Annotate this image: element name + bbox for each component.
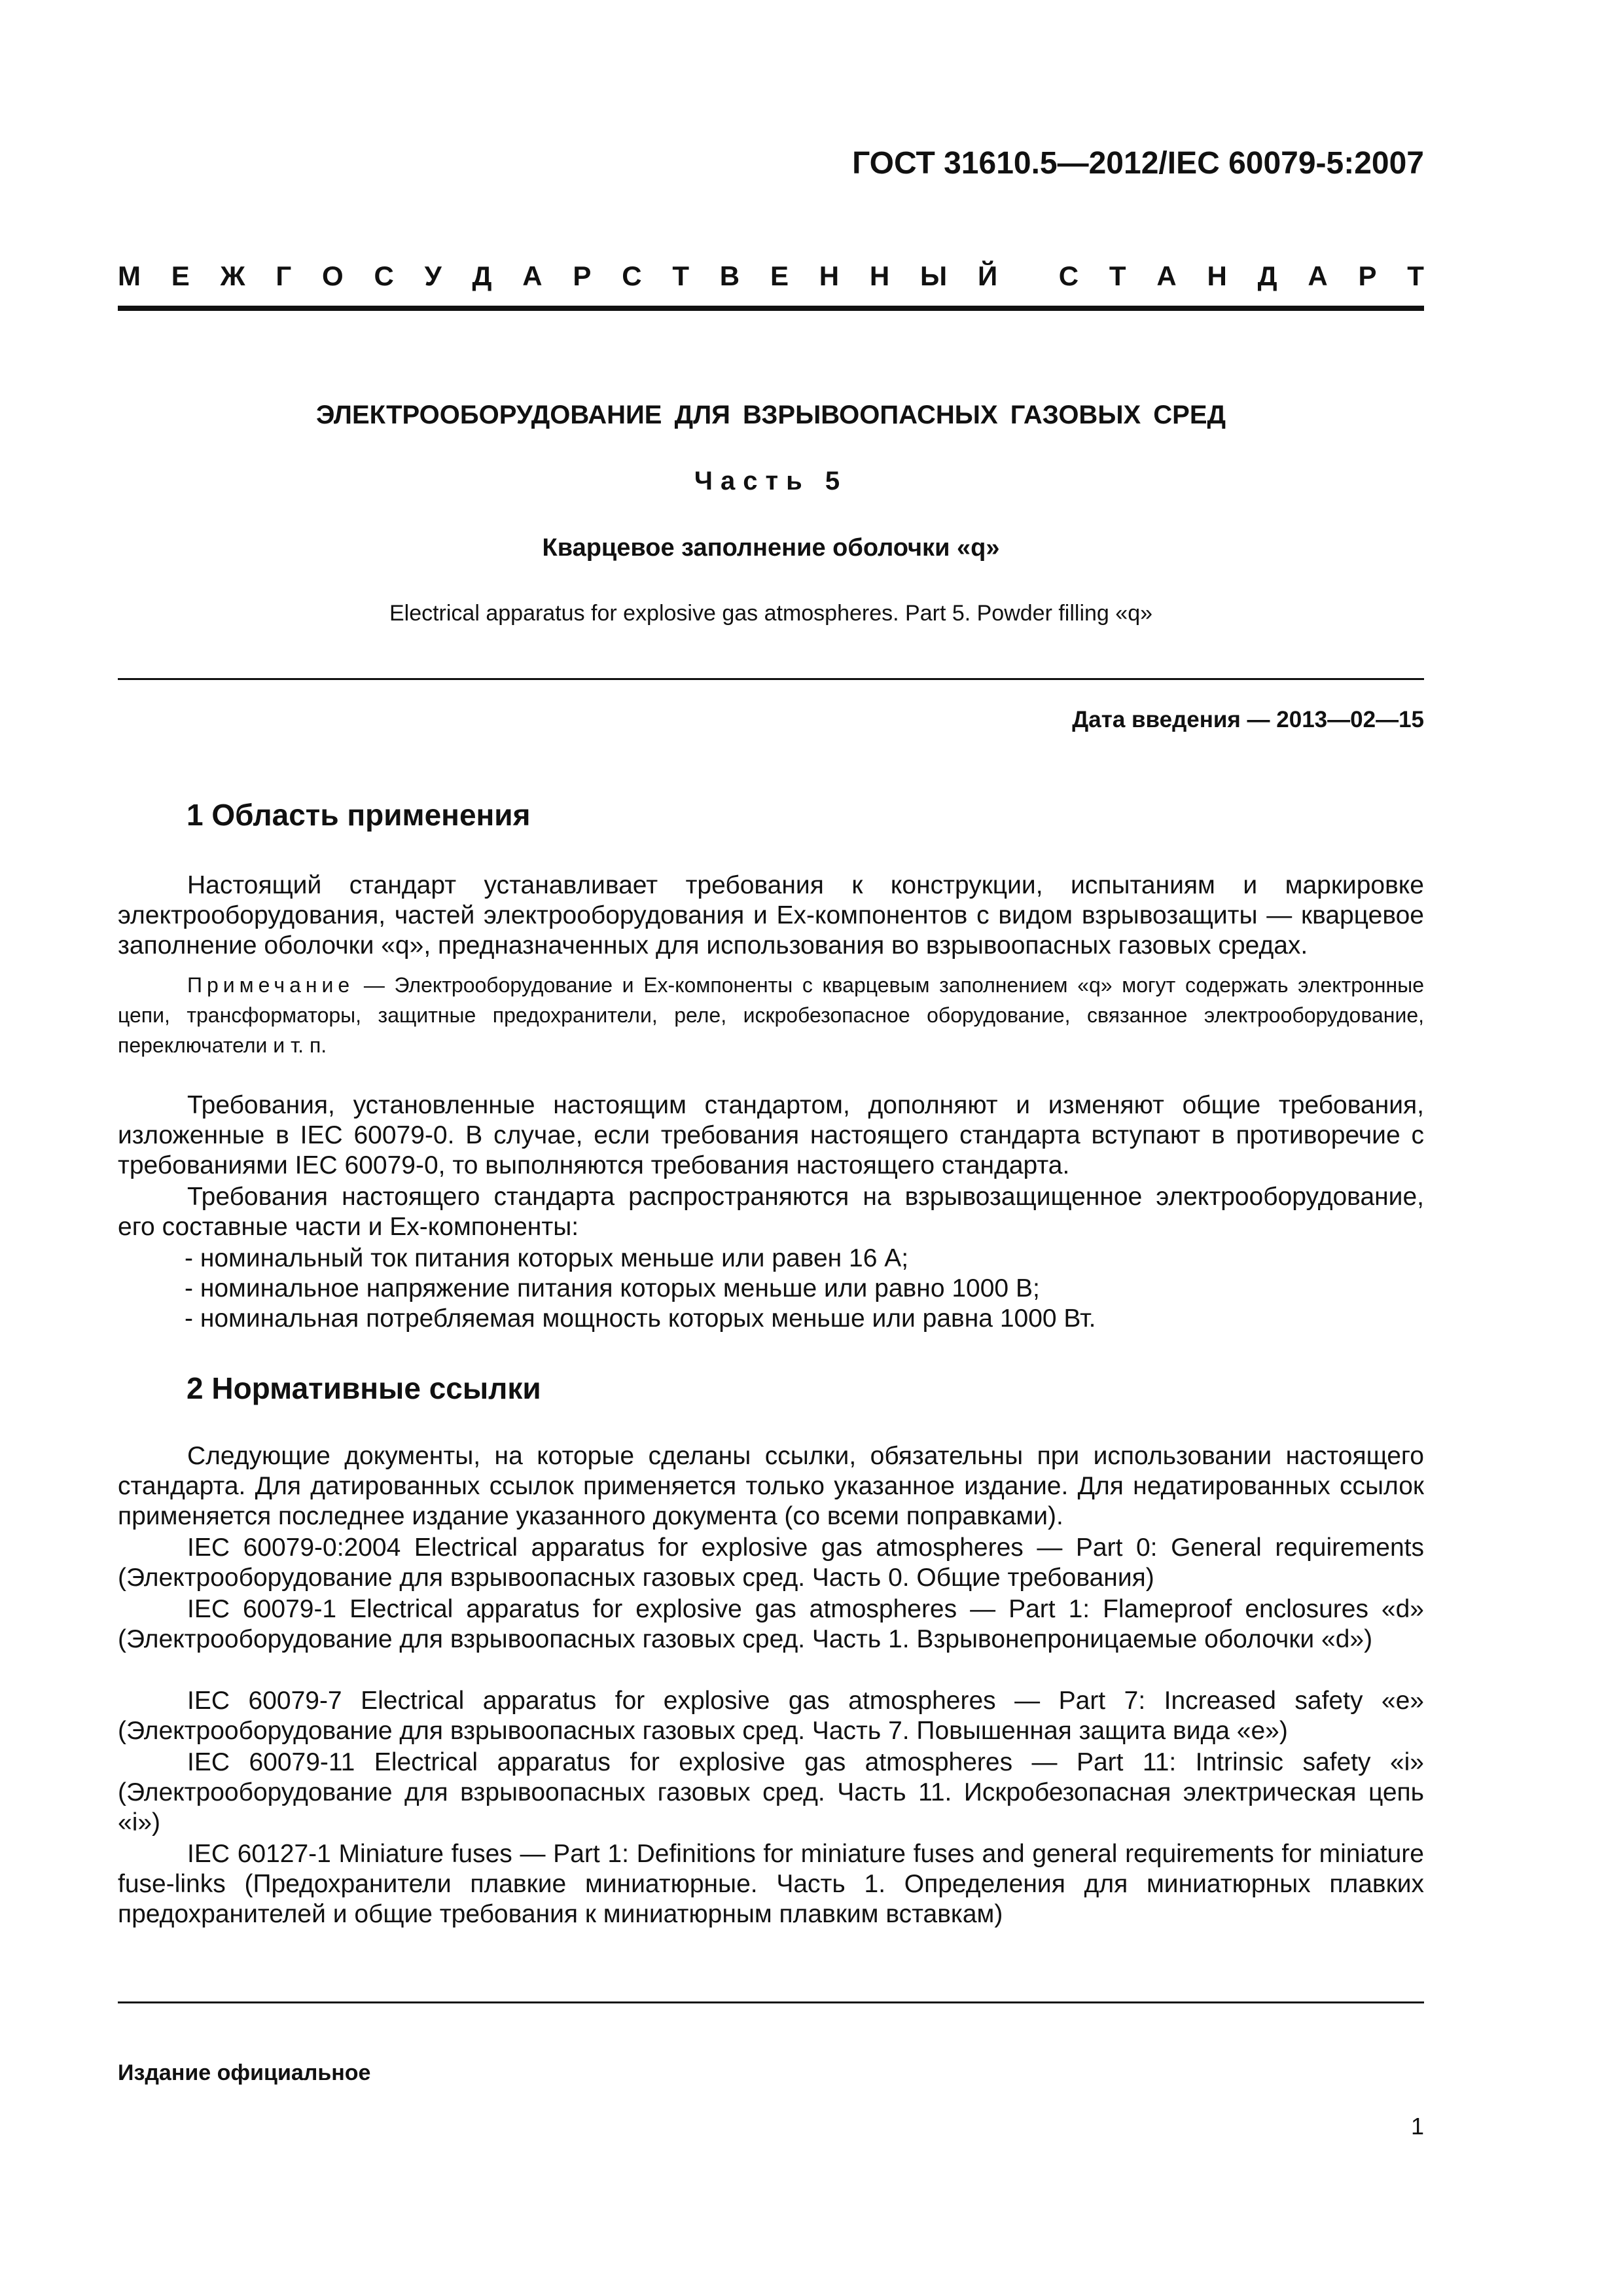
header-rule <box>118 306 1424 311</box>
letter: Р <box>573 260 592 291</box>
section-1-paragraph: Требования, установленные настоящим стандартом, дополняют и изменяют общие требования, изложенные в IEC 60079-0. В случае, если требования настоящего стандарта вступают в противоречие с требованиями IEC 60079-0, то выполняются требования настоящего стандарта. <box>118 1091 1424 1179</box>
letter: С <box>622 260 642 291</box>
reference-item: IEC 60079-0:2004 Electrical apparatus for explosive gas atmospheres — Part 0: General requirements (Электрооборудование для взрывоопасных газовых сред. Часть 0. Общие требования) <box>118 1534 1424 1592</box>
english-title: Electrical apparatus for explosive gas atmospheres. Part 5. Powder filling «q» <box>389 601 1153 626</box>
document-title: ЭЛЕКТРООБОРУДОВАНИЕ ДЛЯ ВЗРЫВООПАСНЫХ ГАЗОВЫХ СРЕД <box>315 401 1226 429</box>
letter: Н <box>869 260 890 291</box>
letter: С <box>374 260 394 291</box>
footer-rule <box>118 2001 1424 2003</box>
letter: Г <box>276 260 292 291</box>
letter: Н <box>819 260 840 291</box>
list-item: - номинальный ток питания которых меньше или равен 16 А; <box>185 1244 909 1272</box>
section-2-intro: Следующие документы, на которые сделаны ссылки, обязательны при использовании настоящего стандарта. Для датированных ссылок применяется только указанное издание. Для недатированных ссылок применяется последнее издание указанного документа (со всеми поправками). <box>118 1442 1424 1530</box>
title-rule <box>118 678 1424 680</box>
document-subtitle: Кварцевое заполнение оболочки «q» <box>542 534 1000 562</box>
letter: Й <box>977 260 998 291</box>
letter: Ж <box>220 260 245 291</box>
letter: Н <box>1207 260 1227 291</box>
letter: У <box>424 260 442 291</box>
note-label: Примечание <box>187 973 355 997</box>
letter: Е <box>770 260 789 291</box>
letter: А <box>522 260 543 291</box>
letter: Т <box>1407 260 1424 291</box>
letter: В <box>719 260 740 291</box>
standard-code: ГОСТ 31610.5—2012/IEC 60079-5:2007 <box>852 146 1424 181</box>
note-text: — Электрооборудование и Ex-компоненты с кварцевым заполнением «q» могут содержать электронные цепи, трансформаторы, защитные предохранители, реле, искробезопасное оборудование, связанное электрооборудование, переключатели и т. п. <box>118 973 1424 1057</box>
letter: Р <box>1358 260 1377 291</box>
section-2-heading: 2 Нормативные ссылки <box>187 1371 541 1405</box>
list-item: - номинальная потребляемая мощность которых меньше или равна 1000 Вт. <box>185 1304 1096 1333</box>
document-part: Часть 5 <box>694 467 848 495</box>
section-1-note <box>118 970 1424 1060</box>
official-edition-label: Издание официальное <box>118 2060 371 2085</box>
introduction-date: Дата введения — 2013—02—15 <box>1072 707 1424 732</box>
letter: Т <box>672 260 689 291</box>
letter: Ы <box>920 260 948 291</box>
letter: Д <box>472 260 492 291</box>
reference-item: IEC 60079-11 Electrical apparatus for explosive gas atmospheres — Part 11: Intrinsic safety «i» (Электрооборудование для взрывоопасных газовых сред. Часть 11. Искробезопасная электрическая цепь «i») <box>118 1748 1424 1837</box>
letter: С <box>1058 260 1079 291</box>
page-number: 1 <box>1410 2113 1424 2140</box>
reference-item: IEC 60079-1 Electrical apparatus for explosive gas atmospheres — Part 1: Flameproof enclosures «d» (Электрооборудование для взрывоопасных газовых сред. Часть 1. Взрывонепроницаемые оболочки «d») <box>118 1595 1424 1653</box>
letter: Т <box>1109 260 1126 291</box>
list-item: - номинальное напряжение питания которых меньше или равно 1000 В; <box>185 1274 1040 1302</box>
section-1-paragraph: Требования настоящего стандарта распространяются на взрывозащищенное электрооборудование, его составные части и Ex-компоненты: <box>118 1183 1424 1241</box>
letter: М <box>118 260 141 291</box>
letter: О <box>321 260 344 291</box>
letter: А <box>1308 260 1328 291</box>
interstate-standard-label <box>118 260 1424 292</box>
letter: А <box>1156 260 1177 291</box>
reference-item: IEC 60079-7 Electrical apparatus for explosive gas atmospheres — Part 7: Increased safety «e» (Электрооборудование для взрывоопасных газовых сред. Часть 7. Повышенная защита вида «e») <box>118 1687 1424 1745</box>
reference-item: IEC 60127-1 Miniature fuses — Part 1: Definitions for miniature fuses and general requirements for miniature fuse-links (Предохранители плавкие миниатюрные. Часть 1. Определения для миниатюрных плавких предохранителей и общие требования к миниатюрным плавким вставкам) <box>118 1840 1424 1928</box>
section-1-paragraph: Настоящий стандарт устанавливает требования к конструкции, испытаниям и маркировке электрооборудования, частей электрооборудования и Ex-компонентов с видом взрывозащиты — кварцевое заполнение оболочки «q», предназначенных для использования во взрывоопасных газовых средах. <box>118 871 1424 960</box>
letter: Д <box>1257 260 1277 291</box>
letter: Е <box>171 260 190 291</box>
section-1-heading: 1 Область применения <box>187 798 531 832</box>
